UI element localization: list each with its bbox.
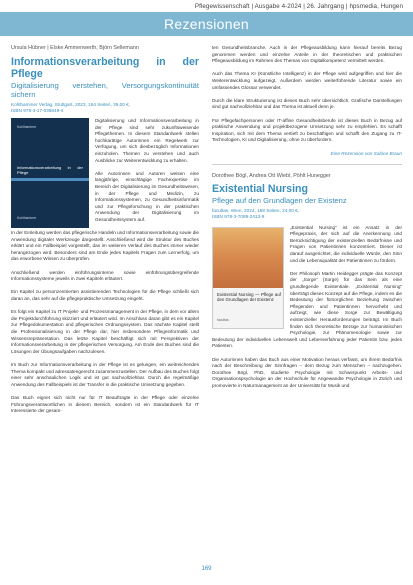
review-divider: [212, 164, 402, 165]
review2-isbn: ISBN 978-3-7089-2413-9: [212, 214, 265, 220]
review1-paragraph: Das Buch eignet sich nicht nur für IT Beauftragte in der Pflege oder einzelne Führungsverantwortlichen in diesem Bereich, sondern ist ein Standardwerk für IT Interessierte der gesam-: [11, 394, 199, 414]
cover-stripe: [11, 178, 89, 181]
section-title-banner: Rezensionen: [0, 12, 413, 36]
review1-book-title: Informationsverarbeitung in der Pflege: [11, 55, 199, 80]
review1-paragraph: Es folgt ein Kapitel zu IT Projekt- und Prozessmanagement in der Pflege, in dem vor allem die Projektdurchführung skizziert und erläutert wird. Im Anschluss daran gibt es ein Kapitel zur Pflegedokumentation und pflegerischen Ordnungssystem. Das nächste Kapitel stellt die Professionalisierung in der Pflege dar, hier insbesondere Pflegeinformatik und Wissensrepräsentation. Das letzte Kapitel beschäftigt sich mit Perspektiven der Informationsverarbeitung in der pflegerischen Versorgung. Am Ende des Buches sind die Lösungen der Übungsaufgaben nachzulesen.: [11, 309, 199, 354]
cover-title: Informationsverarbeitung in der Pflege: [17, 165, 83, 175]
cover-hands-image: [213, 228, 283, 288]
right-column: [212, 45, 402, 390]
cover-title: Existential Nursing — Pflege auf den Grundlagen der Existenz: [217, 291, 281, 302]
review1-book-cover: [11, 118, 89, 228]
left-column: [11, 45, 199, 415]
review1-paragraph: Für Pflegefachpersonen oder IT-affine Gesundheitsberufe ist dieses Buch in Bezug auf praktische Anwendung und projektbezogene Umsetzung sehr zu empfehlen. Es schafft Inspiration, sich mit dem Thema vertieft zu beschäftigen und schafft den Zugang zu IT-Technologien, KI und Digitalisierung, ohne zu überfordern.: [212, 117, 402, 143]
cover-publisher-top: Kohlhammer: [17, 125, 37, 129]
review1-authors: Ursula Hübner | Elske Ammenwerth, Björn Sellemann: [11, 45, 139, 51]
review2-book-cover: [212, 227, 284, 329]
review2-authors: Dorothee Bögl, Andrea Ott Wiebl, Pöhlt Hunegger: [212, 172, 331, 179]
review1-paragraph: ten Gesundheitsbranche. Auch in der Pflegeausbildung kann hierauf bereits Bezug genommen werden und einzelne Anteile in der theoretischen und praktischen Pflegeausbildung im Rahmen des Themas von Digitalkompetenz vermittelt werden.: [212, 45, 402, 64]
review2-paragraph: Die Autorinnen haben das Buch aus einer Motivation heraus verfasst, um ihrem Bedürfnis nach der Beschreibung der Sinnfragen – dem Bezug zum Menschen – nachzugehen. Dorothee Bögl, PhD, studierte Psychologie mit Schwerpunkt Arbeits- und Organisationspsychologie an der Hochschule für Angewandte Psychologie in Zürich und promovierte in Naturmanagement an der Universität für Musik und: [212, 356, 402, 388]
page-number: 169: [201, 566, 212, 572]
review1-paragraph: Auch das Thema KI (Künstliche Intelligenz) in der Pflege wird aufgegriffen und hier die Weiterentwicklung aufgezeigt. Außerdem werden weiterführende Literatur sowie ein umfassendes Glossar verwendet.: [212, 71, 402, 90]
review1-paragraph: Im Buch zur Informationsverarbeitung in der Pflege ist es gelungen, ein weitreichendes Thema kompakt und adressatengerecht zusammenzustellen. Der Aufbau des Buches folgt einer sehr anschaulichen Logik und ist gut nachvollziehbar. Durch die regelmäßige Anwendung des Fallbeispiels ist der Transfer in die praktische Umsetzung gegeben.: [11, 361, 199, 387]
review1-book-subtitle: Digitalisierung verstehen, Versorgungskontinuität sichern: [11, 80, 199, 99]
review1-paragraph: In der Einleitung werden das pflegerische Handeln und Informationsverarbeitung sowie die Anwendung digitaler Werkzeuge dargestellt. Anschließend wird die Struktur des Buches erklärt und ein Fallbeispiel vorgestellt, das im weiteren Verlauf des Buches immer wieder herangezogen wird. Besonders sind am Ende jedes Kapitels Fragen zum Lernerfolg, um das erworbene Wissen zu überprüfen.: [11, 230, 199, 262]
review1-publisher-meta: Kohlhammer Verlag, Stuttgart, 2023, 194 Seiten, 39,00 €,: [11, 101, 131, 107]
review2-book-subtitle: Pflege auf den Grundlagen der Existenz: [212, 196, 347, 206]
review1-paragraph: Alle Autorinnen und Autoren weisen eine langjährige, einschlägige Fachexpertise im Bereich der Digitalisierung im Gesundheitswesen, in der Pflege und Medizin, zu Informationssystemen, zu Gesundheitsinformatik und zur Pflegeforschung in der praktischen Anwendung der Digitalisierung im Gesundheitssystem auf.: [95, 170, 199, 222]
review2-paragraph: Der Philosoph Martin Heidegger prägte das Konzept der „Sorge“ (Sorge) für das Sein als eine grundlegende Existentiale. „Existential Nursing“ überträgt dieses Konzept auf die Pflege, indem es die Bedeutung der fürsorglichen Beziehung zwischen Pflegenden und Patientinnen hervorhebt und aufzeigt, wie diese Sorge zur Bewältigung existenzieller Herausforderungen beiträgt. Im Buch finden sich theoretische Bezüge zur humanistischen Psychologie, zur Phänomenologie sowie zur Bedeutung der individuellen Lebenswelt und Lebenserfahrung jeder Patientin bzw. jedes Patienten.: [212, 270, 402, 349]
review1-isbn: ISBN 978-3-17-038849-4: [11, 107, 64, 113]
cover-publisher: facultas: [217, 318, 229, 323]
page-header: [0, 0, 413, 38]
review1-paragraph: Durch die klare Strukturierung ist dieses Buch sehr übersichtlich. Grafische Darstellungen sind gut nachvollziehbar und das Thema ist aktuell denn je.: [212, 97, 402, 110]
review2-book-title: Existential Nursing: [212, 183, 308, 196]
review1-paragraph: Digitalisierung und Informationsverarbeitung in der Pflege sind sehr zukunftsweisende Pflegethemen. In diesem Standardwerk stellen hochkarätige Autorinnen ein Regelwerk zur Verfügung, um sich diesbezüglich Informationen einzuholen. Themen zu verstehen und auch Ausblicke zur Weiterentwicklung zu erhalten.: [95, 118, 199, 163]
review2-publisher-meta: facultas, Wien, 2024, 158 Seiten, 24,00 €,: [212, 208, 300, 214]
review1-paragraph: Ein Kapitel zu personzentrierten assistierenden Technologien für die Pflege schließt sich daran an, das sehr auf die pflegepraktische Umsetzung eingeht.: [11, 289, 199, 302]
review2-paragraph: „Existential Nursing“ ist ein Ansatz in der Pflegepraxis, der sich auf die Anerkennung und Berücksichtigung der existenziellen Bedürfnisse und Fragen von Patientinnen konzentriert. Dieser ist darauf ausgerichtet, die individuelle Würde, den Sinn und die Lebensqualität der Patientinnen zu fördern.: [290, 224, 402, 263]
review1-paragraph: Anschließend werden einführungsinterne sowie einführungsübergreifende Informationssysteme jeweils in zwei Kapiteln erläutert.: [11, 269, 199, 282]
review1-reviewer: Eine Rezension von Sabine Braun: [330, 150, 402, 156]
journal-line: Pflegewissenschaft | Ausgabe 4-2024 | 26. Jahrgang | hpsmedia, Hungen: [194, 3, 403, 10]
cover-publisher-bottom: Kohlhammer: [17, 216, 37, 221]
